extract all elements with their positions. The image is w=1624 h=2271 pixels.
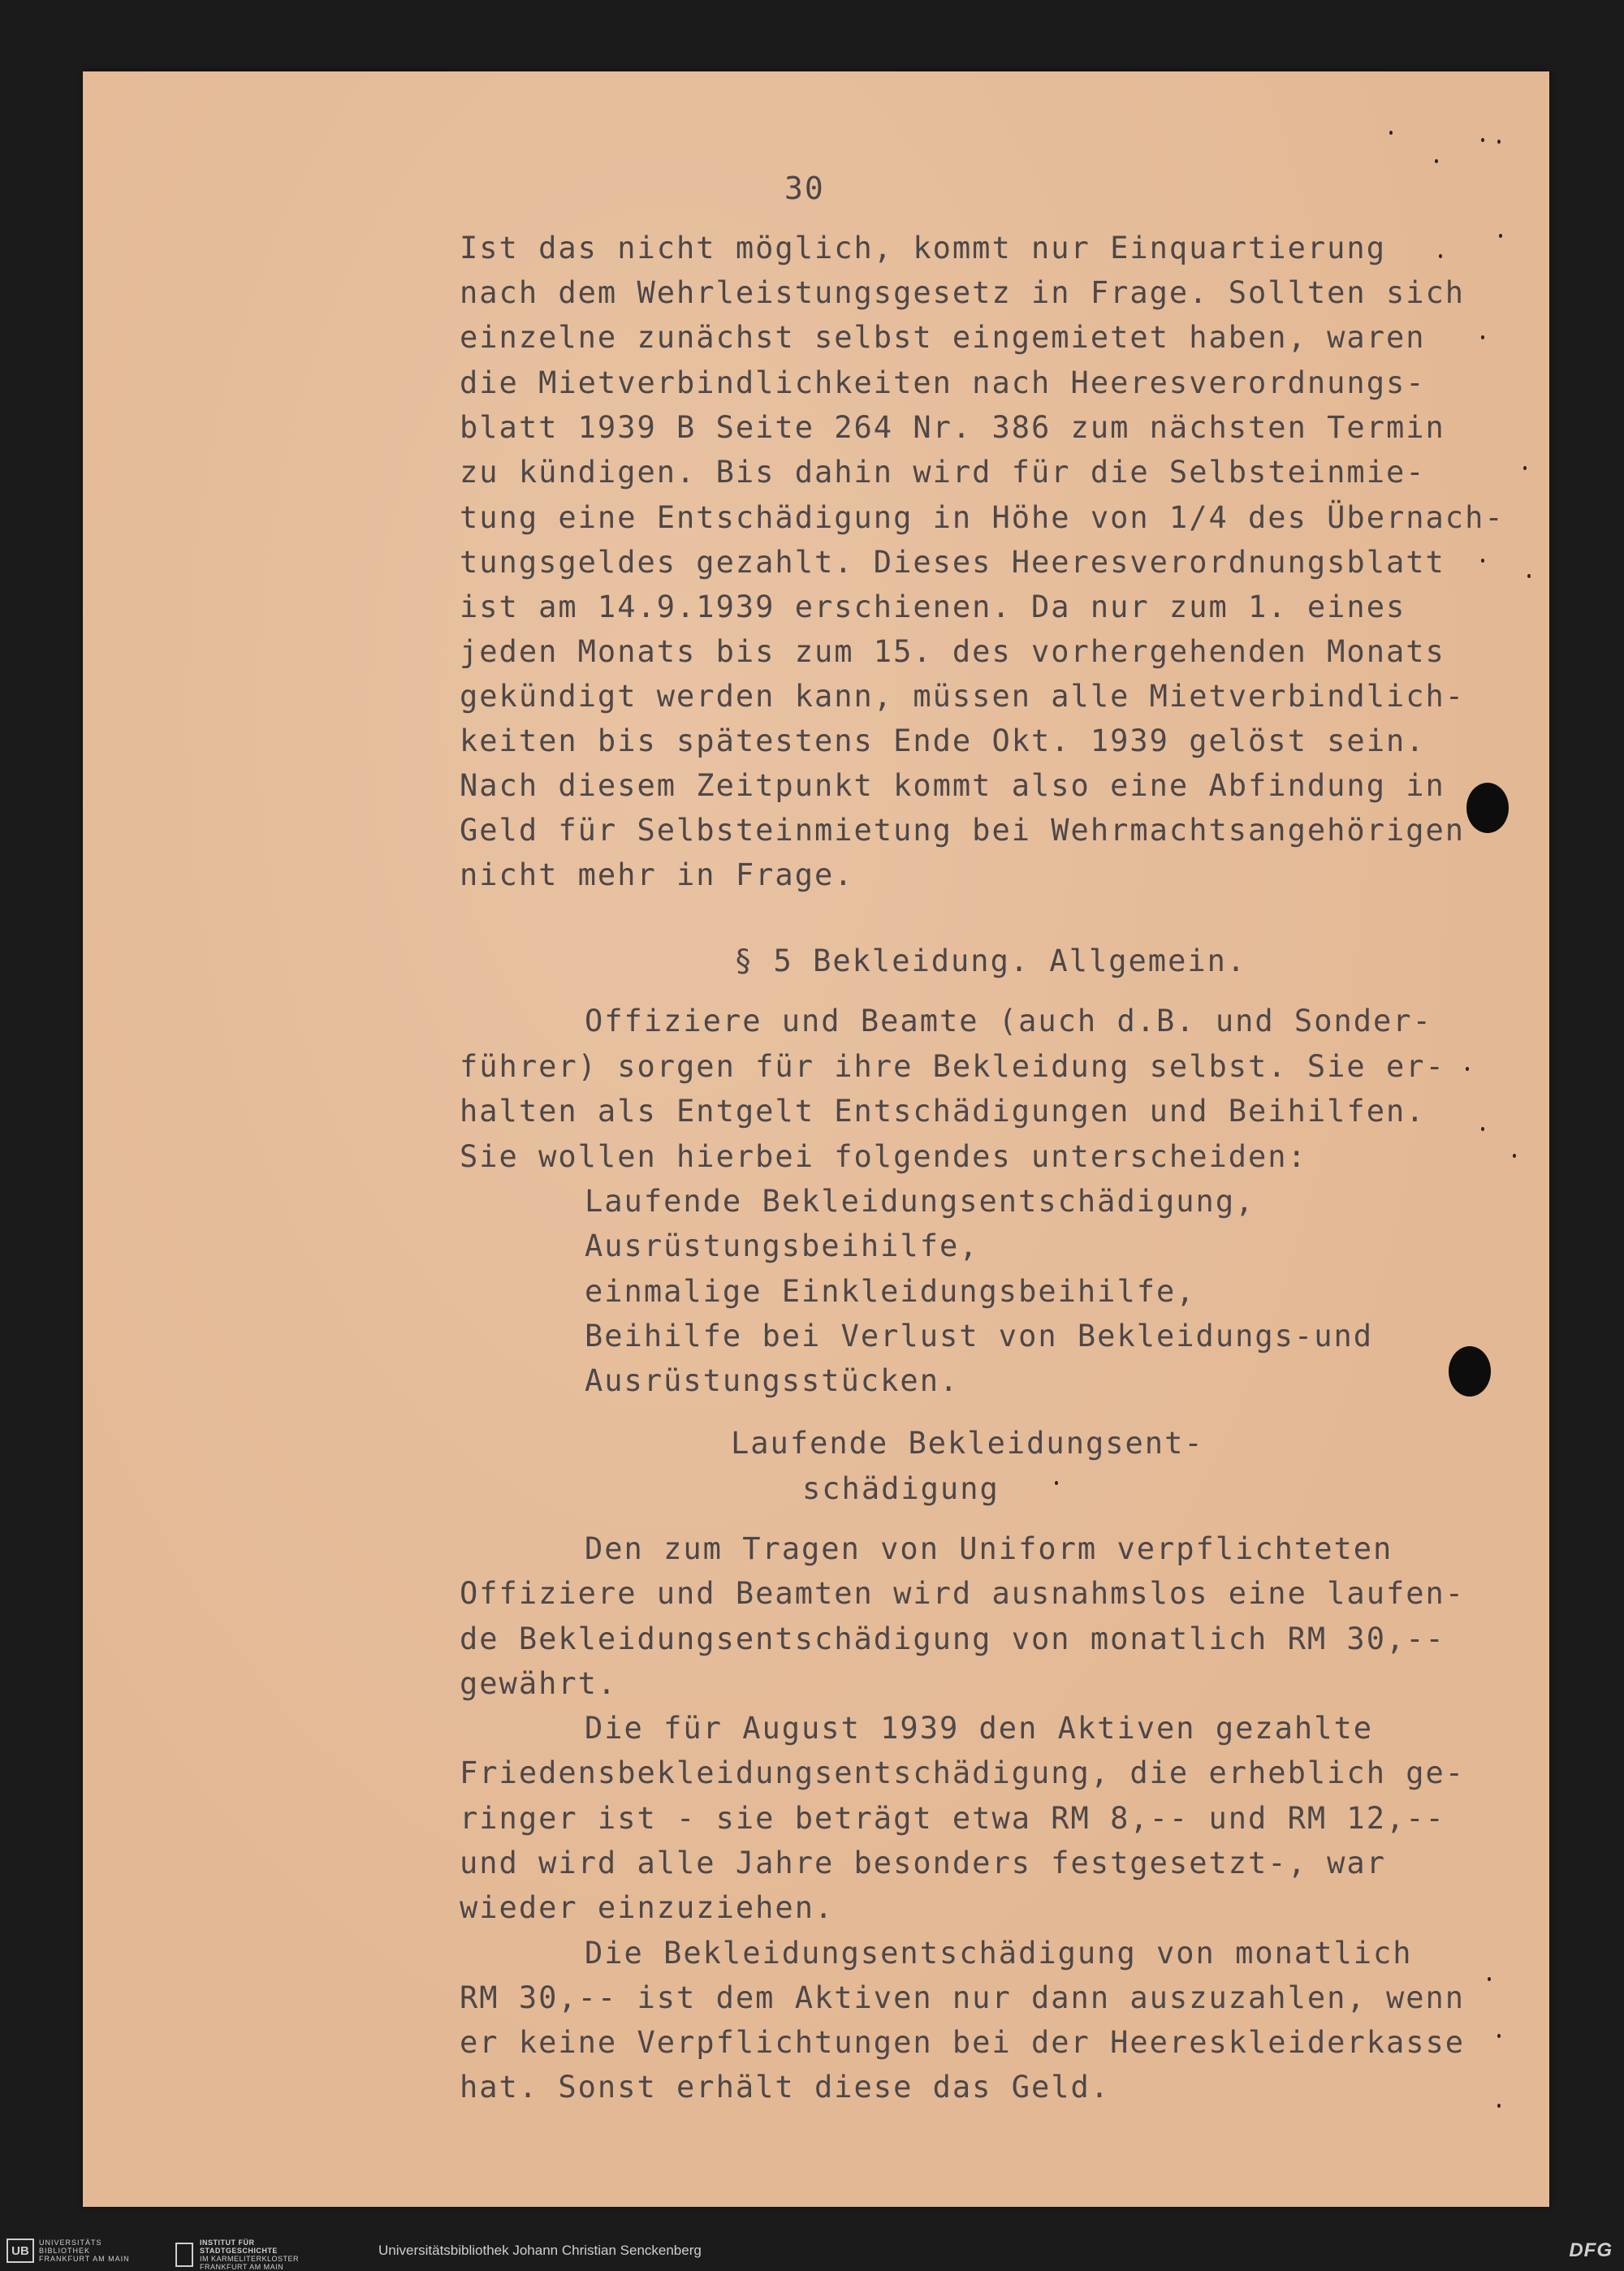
paper-speck — [1481, 335, 1484, 339]
paper-speck — [1055, 1481, 1058, 1485]
ub-logo[interactable] — [6, 2239, 130, 2263]
text-line: die Mietverbindlichkeiten nach Heeresverordnungs- — [460, 365, 1426, 400]
paper-speck — [1481, 559, 1484, 563]
text-line: Ist das nicht möglich, kommt nur Einquartierung — [460, 231, 1386, 266]
text-line: wieder einzuziehen. — [460, 1890, 835, 1925]
ub-logo-line: BIBLIOTHEK — [39, 2247, 91, 2255]
punch-hole — [1466, 783, 1509, 833]
text-line: Die Bekleidungsentschädigung von monatlich — [585, 1936, 1413, 1971]
text-line: Offiziere und Beamte (auch d.B. und Sonder- — [585, 1004, 1432, 1038]
text-line: halten als Entgelt Entschädigungen und Beihilfen. — [460, 1094, 1426, 1129]
text-line: einzelne zunächst selbst eingemietet haben, waren — [460, 320, 1426, 355]
text-line: blatt 1939 B Seite 264 Nr. 386 zum nächsten Termin — [460, 410, 1445, 445]
section-heading: § 5 Bekleidung. Allgemein. — [734, 943, 1247, 978]
text-line: nach dem Wehrleistungsgesetz in Frage. Sollten sich — [460, 275, 1466, 310]
paper-speck — [1481, 1127, 1484, 1131]
ub-logo-mark: UB — [6, 2239, 34, 2263]
text-line: tung eine Entschädigung in Höhe von 1/4 des Übernach- — [460, 500, 1505, 535]
institute-logo-line: FRANKFURT AM MAIN — [200, 2263, 284, 2271]
text-line: Sie wollen hierbei folgendes unterscheiden: — [460, 1139, 1307, 1174]
institute-logo-line: INSTITUT FÜR — [200, 2239, 255, 2247]
paper-speck — [1499, 234, 1502, 238]
text-line: keiten bis spätestens Ende Okt. 1939 gelöst sein. — [460, 723, 1426, 758]
subheading: Laufende Bekleidungsent- — [731, 1426, 1204, 1461]
list-item: Ausrüstungsbeihilfe, — [585, 1228, 979, 1263]
text-line: Den zum Tragen von Uniform verpflichteten — [585, 1531, 1393, 1566]
text-line: ringer ist - sie beträgt etwa RM 8,-- und RM 12,-- — [460, 1801, 1445, 1836]
text-line: ist am 14.9.1939 erschienen. Da nur zum 1. eines — [460, 589, 1406, 624]
library-name: Universitätsbibliothek Johann Christian Senckenberg — [378, 2243, 702, 2258]
punch-hole — [1449, 1346, 1491, 1397]
list-item: einmalige Einkleidungsbeihilfe, — [585, 1274, 1196, 1309]
text-line: Die für August 1939 den Aktiven gezahlte — [585, 1711, 1374, 1746]
text-line: Nach diesem Zeitpunkt kommt also eine Abfindung in — [460, 768, 1445, 803]
text-line: gewährt. — [460, 1666, 618, 1701]
paper-speck — [1497, 2104, 1501, 2108]
paper-speck — [1497, 140, 1501, 144]
paper-speck — [1466, 1067, 1469, 1071]
list-item: Ausrüstungsstücken. — [585, 1363, 960, 1398]
text-line: RM 30,-- ist dem Aktiven nur dann auszuzahlen, wenn — [460, 1980, 1466, 2015]
paper-speck — [1488, 1977, 1491, 1981]
institute-logo[interactable] — [175, 2239, 299, 2271]
text-line: gekündigt werden kann, müssen alle Mietverbindlich- — [460, 679, 1466, 714]
text-line: hat. Sonst erhält diese das Geld. — [460, 2070, 1111, 2105]
paper-speck — [1389, 131, 1393, 135]
footer-bar — [0, 2230, 1624, 2270]
text-line: er keine Verpflichtungen bei der Heereskleiderkasse — [460, 2025, 1466, 2060]
institute-logo-line: STADTGESCHICHTE — [200, 2247, 278, 2255]
paper-speck — [1481, 138, 1484, 142]
text-line: Friedensbekleidungsentschädigung, die erheblich ge- — [460, 1755, 1466, 1790]
text-line: jeden Monats bis zum 15. des vorhergehenden Monats — [460, 634, 1445, 669]
ub-logo-text — [39, 2239, 130, 2263]
paper-speck — [1439, 254, 1442, 258]
text-line: nicht mehr in Frage. — [460, 857, 854, 892]
institute-logo-line: IM KARMELITERKLOSTER — [200, 2255, 300, 2263]
paper-speck — [1523, 466, 1527, 470]
text-line: tungsgeldes gezahlt. Dieses Heeresverordnungsblatt — [460, 545, 1445, 580]
text-line: de Bekleidungsentschädigung von monatlich RM 30,-- — [460, 1621, 1445, 1656]
text-line: führer) sorgen für ihre Bekleidung selbst. Sie er- — [460, 1049, 1445, 1084]
paper-speck — [1497, 2034, 1501, 2038]
paper-speck — [1527, 574, 1531, 578]
paper-speck — [1435, 159, 1438, 163]
ub-logo-line: UNIVERSITÄTS — [39, 2239, 102, 2247]
list-item: Beihilfe bei Verlust von Bekleidungs-und — [585, 1319, 1374, 1354]
dfg-logo[interactable]: DFG — [1569, 2239, 1613, 2261]
text-line: und wird alle Jahre besonders festgesetzt-, war — [460, 1846, 1386, 1880]
ub-logo-line: FRANKFURT AM MAIN — [39, 2255, 130, 2263]
institute-logo-text — [200, 2239, 299, 2271]
paper-speck — [1513, 1154, 1516, 1158]
institute-logo-mark — [175, 2243, 193, 2267]
page-number: 30 — [784, 171, 825, 206]
text-line: zu kündigen. Bis dahin wird für die Selbsteinmie- — [460, 455, 1426, 490]
text-line: Geld für Selbsteinmietung bei Wehrmachtsangehörigen — [460, 813, 1466, 848]
list-item: Laufende Bekleidungsentschädigung, — [585, 1184, 1255, 1219]
text-line: Offiziere und Beamten wird ausnahmslos eine laufen- — [460, 1576, 1466, 1611]
subheading: schädigung — [802, 1471, 1000, 1506]
